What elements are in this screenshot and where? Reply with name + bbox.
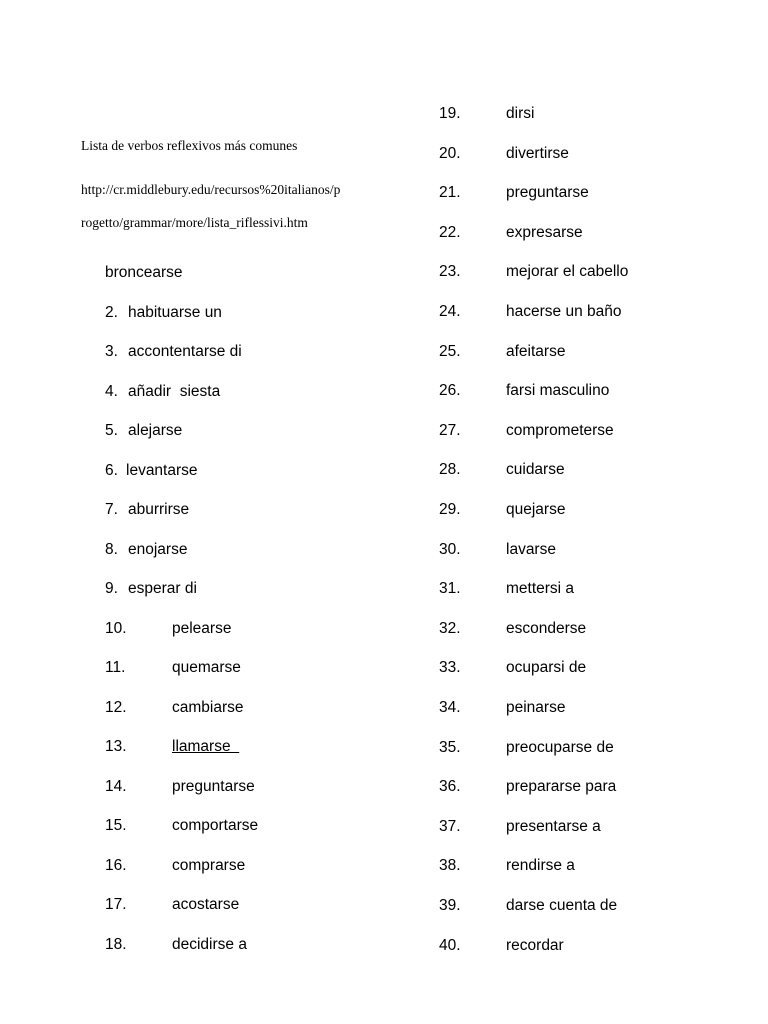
item-number: 7. — [105, 501, 118, 518]
item-number: 15. — [105, 817, 127, 834]
verb-text: añadir siesta — [128, 382, 221, 400]
item-number: 14. — [105, 777, 127, 795]
verb-text: lavarse — [506, 540, 556, 558]
verb-text: mejorar el cabello — [506, 263, 629, 281]
verb-text: darse cuenta de — [506, 897, 618, 914]
verb-text: pelearse — [172, 619, 232, 637]
verb-text: presentarse a — [506, 817, 601, 835]
item-number: 4. — [105, 382, 118, 400]
verb-text: expresarse — [506, 223, 583, 241]
item-number: 37. — [439, 817, 461, 835]
item-number: 16. — [105, 856, 127, 874]
item-number: 25. — [439, 342, 461, 360]
verb-text: broncearse — [105, 264, 183, 281]
item-number: 29. — [439, 501, 461, 518]
verb-text: recordar — [506, 936, 564, 954]
verb-text: levantarse — [126, 461, 198, 479]
verb-text: enojarse — [128, 540, 188, 558]
verb-text: farsi masculino — [506, 382, 610, 400]
verb-text: alejarse — [128, 422, 183, 439]
verb-text: esperar di — [128, 580, 197, 597]
verb-text: comprarse — [172, 856, 246, 874]
item-number: 22. — [439, 223, 461, 241]
item-number: 31. — [439, 580, 461, 598]
item-number: 12. — [105, 698, 127, 716]
verb-text: habituarse un — [128, 303, 222, 321]
item-number: 23. — [439, 263, 461, 281]
verb-text: prepararse para — [506, 778, 617, 796]
item-number: 20. — [439, 144, 461, 162]
item-number: 30. — [439, 540, 461, 558]
item-number: 10. — [105, 619, 127, 637]
item-number: 11. — [105, 659, 126, 676]
verb-text: aburrirse — [128, 501, 190, 518]
verb-text: ocuparsi de — [506, 659, 587, 677]
verb-text: preguntarse — [172, 777, 255, 795]
item-number: 38. — [439, 857, 461, 875]
item-number: 28. — [439, 461, 461, 479]
verb-text: mettersi a — [506, 580, 575, 598]
item-number: 24. — [439, 303, 461, 320]
verb-text: accontentarse di — [128, 343, 242, 360]
item-number: 6. — [105, 461, 118, 479]
verb-text: hacerse un baño — [506, 303, 622, 320]
verb-text: cambiarse — [172, 698, 244, 716]
item-number: 9. — [105, 580, 118, 597]
verb-text: dirsi — [506, 105, 535, 122]
item-number: 35. — [439, 738, 461, 756]
item-number: 26. — [439, 382, 461, 400]
verb-text: divertirse — [506, 144, 569, 162]
verb-text: rendirse a — [506, 857, 575, 875]
verb-text: peinarse — [506, 699, 566, 716]
item-number: 36. — [439, 778, 461, 796]
item-number: 27. — [439, 421, 461, 439]
source-url-line-2: rogetto/grammar/more/lista_riflessivi.htm — [81, 215, 308, 230]
item-number: 8. — [105, 540, 118, 558]
verb-text: acostarse — [172, 896, 240, 913]
item-number: 13. — [105, 738, 127, 755]
item-number: 5. — [105, 422, 118, 439]
item-number: 18. — [105, 935, 127, 953]
item-number: 21. — [439, 184, 461, 202]
verb-text: comportarse — [172, 817, 259, 834]
verb-text: afeitarse — [506, 342, 566, 360]
item-number: 39. — [439, 897, 461, 914]
verb-text: llamarse — [172, 738, 240, 755]
verb-text: quemarse — [172, 659, 241, 676]
item-number: 3. — [105, 343, 118, 360]
source-url-line-1: http://cr.middlebury.edu/recursos%20italianos/p — [81, 182, 341, 197]
item-number: 40. — [439, 936, 461, 954]
item-number: 32. — [439, 619, 461, 637]
verb-text: preocuparse de — [506, 738, 614, 756]
item-number: 2. — [105, 303, 118, 321]
item-number: 33. — [439, 659, 461, 677]
item-number: 34. — [439, 699, 461, 716]
verb-text: cuidarse — [506, 461, 565, 479]
document-title: Lista de verbos reflexivos más comunes — [81, 138, 298, 153]
verb-text: decidirse a — [172, 935, 247, 953]
item-number: 19. — [439, 105, 461, 122]
verb-text: comprometerse — [506, 421, 614, 439]
verb-text: quejarse — [506, 501, 566, 518]
verb-text: esconderse — [506, 619, 587, 637]
verb-text: preguntarse — [506, 184, 589, 202]
item-number: 17. — [105, 896, 127, 913]
